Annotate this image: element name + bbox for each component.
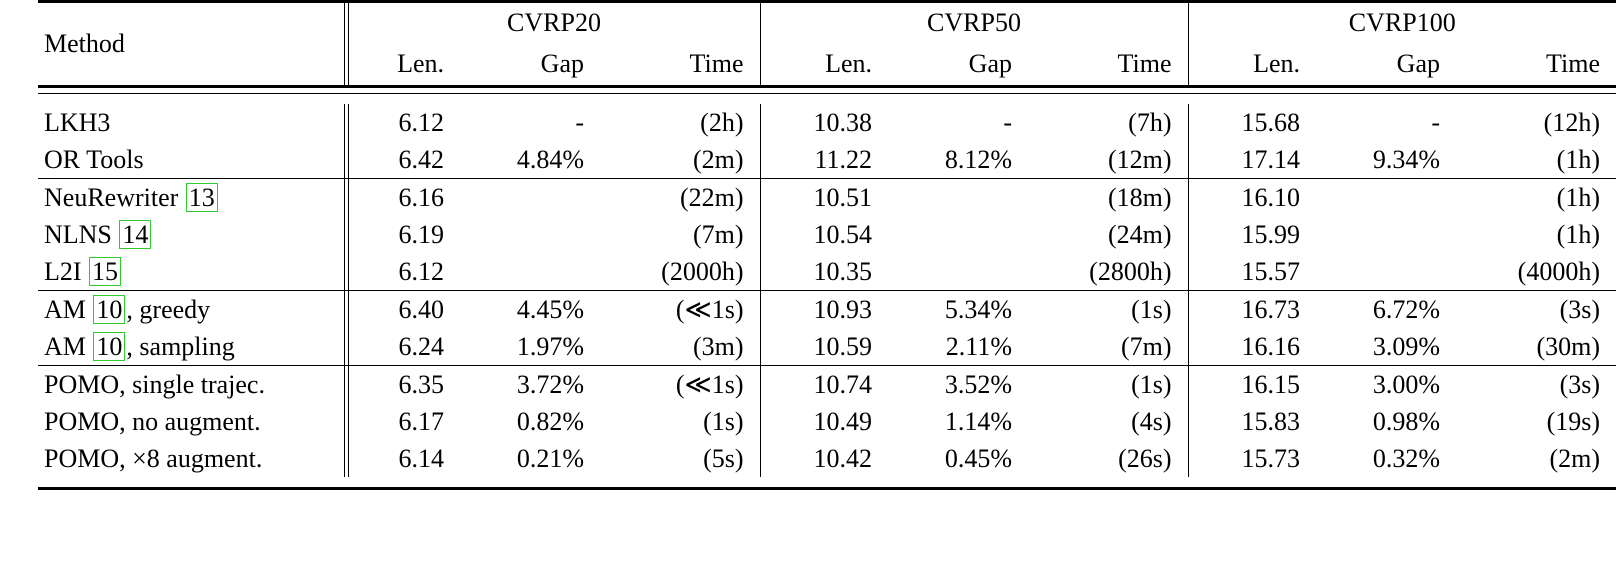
table-cell: (2m) (1549, 444, 1600, 473)
table-cell: (30m) (1536, 332, 1600, 361)
table-cell: 11.22 (760, 141, 888, 179)
table-cell: 6.16 (348, 179, 460, 216)
table-cell (460, 179, 600, 216)
table-cell: 3.00% (1372, 370, 1440, 399)
header-group-1 (760, 3, 1188, 43)
table-cell: 10.42 (760, 440, 888, 477)
section-spacer (38, 477, 1616, 489)
table-cell: 15.57 (1188, 253, 1316, 291)
table-cell: (1s) (1131, 295, 1172, 324)
header-col-time-50: Time (1117, 49, 1172, 78)
header-group-1-label: CVRP50 (927, 8, 1021, 37)
table-cell: 5.34% (944, 295, 1012, 324)
table-cell: 6.14 (348, 440, 460, 477)
table-cell: (12h) (1543, 108, 1600, 137)
table-row (38, 253, 1616, 291)
table-cell: (2h) (700, 108, 744, 137)
table-row (38, 440, 1616, 477)
table-cell (1316, 216, 1456, 253)
method-name: POMO, no augment. (44, 407, 261, 436)
method-name: POMO, single trajec. (44, 370, 265, 399)
table-cell: 0.45% (944, 444, 1012, 473)
table-cell: 6.17 (348, 403, 460, 440)
header-col-time-100: Time (1546, 49, 1600, 78)
header-col-len-20: Len. (348, 43, 460, 87)
table-cell: (12m) (1107, 145, 1172, 174)
table-cell: 10.35 (760, 253, 888, 291)
table-cell: (3s) (1559, 370, 1600, 399)
header-col-gap-100: Gap (1396, 49, 1440, 78)
header-group-2 (1188, 3, 1616, 43)
method-name: AM (44, 332, 86, 361)
table-cell: 4.45% (516, 295, 584, 324)
table-cell (888, 179, 1028, 216)
table-cell: 6.19 (348, 216, 460, 253)
method-suffix: , greedy (126, 295, 211, 324)
header-col-gap-20: Gap (540, 49, 584, 78)
method-name: OR Tools (44, 145, 144, 174)
results-table (38, 0, 1616, 490)
table-cell (460, 253, 600, 291)
header-group-2-label: CVRP100 (1348, 8, 1456, 37)
table-cell: (5s) (703, 444, 744, 473)
table-cell: 15.99 (1188, 216, 1316, 253)
table-cell: 4.84% (516, 145, 584, 174)
table-cell: - (575, 108, 584, 137)
header-col-len-50: Len. (760, 43, 888, 87)
table-cell: (1h) (1556, 183, 1600, 212)
header-col-gap-50: Gap (968, 49, 1012, 78)
table-cell: (≪1s) (675, 295, 744, 324)
table-cell: (22m) (679, 183, 744, 212)
table-cell: (2m) (692, 145, 744, 174)
row-method-label (38, 403, 348, 440)
table-cell: 1.14% (944, 407, 1012, 436)
table-cell: 6.12 (348, 253, 460, 291)
table-cell: (18m) (1107, 183, 1172, 212)
table-cell (1316, 253, 1456, 291)
method-name: AM (44, 295, 86, 324)
row-method-label (38, 179, 348, 216)
table-cell: 15.73 (1188, 440, 1316, 477)
table-cell: 17.14 (1188, 141, 1316, 179)
citation-link[interactable]: 10 (93, 295, 125, 324)
bottom-rule (38, 489, 1616, 491)
table-cell: - (1003, 108, 1012, 137)
table-cell: 6.42 (348, 141, 460, 179)
table-row (38, 328, 1616, 366)
table-cell: 10.54 (760, 216, 888, 253)
table-cell: (1h) (1556, 220, 1600, 249)
table-cell: 10.74 (760, 366, 888, 403)
row-method-label (38, 104, 348, 141)
table-cell: 10.51 (760, 179, 888, 216)
table-cell: 6.12 (348, 104, 460, 141)
table-row (38, 141, 1616, 179)
citation-link[interactable]: 14 (119, 220, 151, 249)
header-col-time-20: Time (689, 49, 744, 78)
row-method-label (38, 440, 348, 477)
table-cell: 10.59 (760, 328, 888, 366)
row-method-label (38, 253, 348, 291)
method-name: POMO, ×8 augment. (44, 444, 263, 473)
table-cell: 1.97% (516, 332, 584, 361)
header-group-0-label: CVRP20 (507, 8, 601, 37)
citation-link[interactable]: 13 (186, 183, 218, 212)
table-row (38, 291, 1616, 328)
table-cell: 3.09% (1372, 332, 1440, 361)
table-cell: - (1431, 108, 1440, 137)
table-cell: (1h) (1556, 145, 1600, 174)
table-cell: (2000h) (661, 257, 744, 286)
method-name: NeuRewriter (44, 183, 179, 212)
row-method-label (38, 328, 348, 366)
group-header-row (38, 3, 1616, 43)
header-group-0 (348, 3, 760, 43)
table-cell: 10.93 (760, 291, 888, 328)
table-cell: 3.52% (944, 370, 1012, 399)
row-method-label (38, 291, 348, 328)
table-cell: 10.38 (760, 104, 888, 141)
table-cell: 3.72% (516, 370, 584, 399)
method-suffix: , sampling (126, 332, 235, 361)
table-row (38, 179, 1616, 216)
table-cell: (3s) (1559, 295, 1600, 324)
table-row (38, 104, 1616, 141)
table-row (38, 403, 1616, 440)
citation-link[interactable]: 10 (93, 332, 125, 361)
section-spacer (38, 94, 1616, 105)
table-cell: 2.11% (945, 332, 1012, 361)
table-cell: 0.21% (516, 444, 584, 473)
table-cell (460, 216, 600, 253)
table-cell: 15.83 (1188, 403, 1316, 440)
table-cell: (7h) (1128, 108, 1172, 137)
table-cell: 10.49 (760, 403, 888, 440)
header-col-len-100: Len. (1188, 43, 1316, 87)
row-method-label (38, 366, 348, 403)
table-cell: (2800h) (1089, 257, 1172, 286)
table-cell: 0.82% (516, 407, 584, 436)
table-row (38, 366, 1616, 403)
table-cell: 0.98% (1372, 407, 1440, 436)
header-double-rule (38, 87, 1616, 94)
table-cell: 16.10 (1188, 179, 1316, 216)
table-cell: (1s) (1131, 370, 1172, 399)
table-row (38, 216, 1616, 253)
table-cell (888, 253, 1028, 291)
citation-link[interactable]: 15 (89, 257, 121, 286)
table-cell: 6.35 (348, 366, 460, 403)
table-cell: (19s) (1546, 407, 1600, 436)
table-cell: (26s) (1118, 444, 1172, 473)
table-cell: (7m) (1120, 332, 1172, 361)
table-cell: (≪1s) (675, 370, 744, 399)
table-cell (1316, 179, 1456, 216)
table-cell: 8.12% (944, 145, 1012, 174)
table-cell: 16.73 (1188, 291, 1316, 328)
table-cell: (4000h) (1517, 257, 1600, 286)
table-cell: (7m) (692, 220, 744, 249)
table-cell: 6.24 (348, 328, 460, 366)
table-cell: (4s) (1131, 407, 1172, 436)
table-cell: (24m) (1107, 220, 1172, 249)
table-cell: (3m) (692, 332, 744, 361)
table-cell: 6.40 (348, 291, 460, 328)
row-method-label (38, 216, 348, 253)
table-cell: 9.34% (1372, 145, 1440, 174)
table-cell: (1s) (703, 407, 744, 436)
table-cell: 16.16 (1188, 328, 1316, 366)
table-cell: 15.68 (1188, 104, 1316, 141)
method-name: L2I (44, 257, 82, 286)
row-method-label (38, 141, 348, 179)
table-cell: 16.15 (1188, 366, 1316, 403)
method-name: NLNS (44, 220, 112, 249)
method-name: LKH3 (44, 108, 111, 137)
table-cell: 0.32% (1372, 444, 1440, 473)
table-cell (888, 216, 1028, 253)
table-body (38, 94, 1616, 489)
header-method: Method (44, 29, 125, 58)
table-cell: 6.72% (1372, 295, 1440, 324)
